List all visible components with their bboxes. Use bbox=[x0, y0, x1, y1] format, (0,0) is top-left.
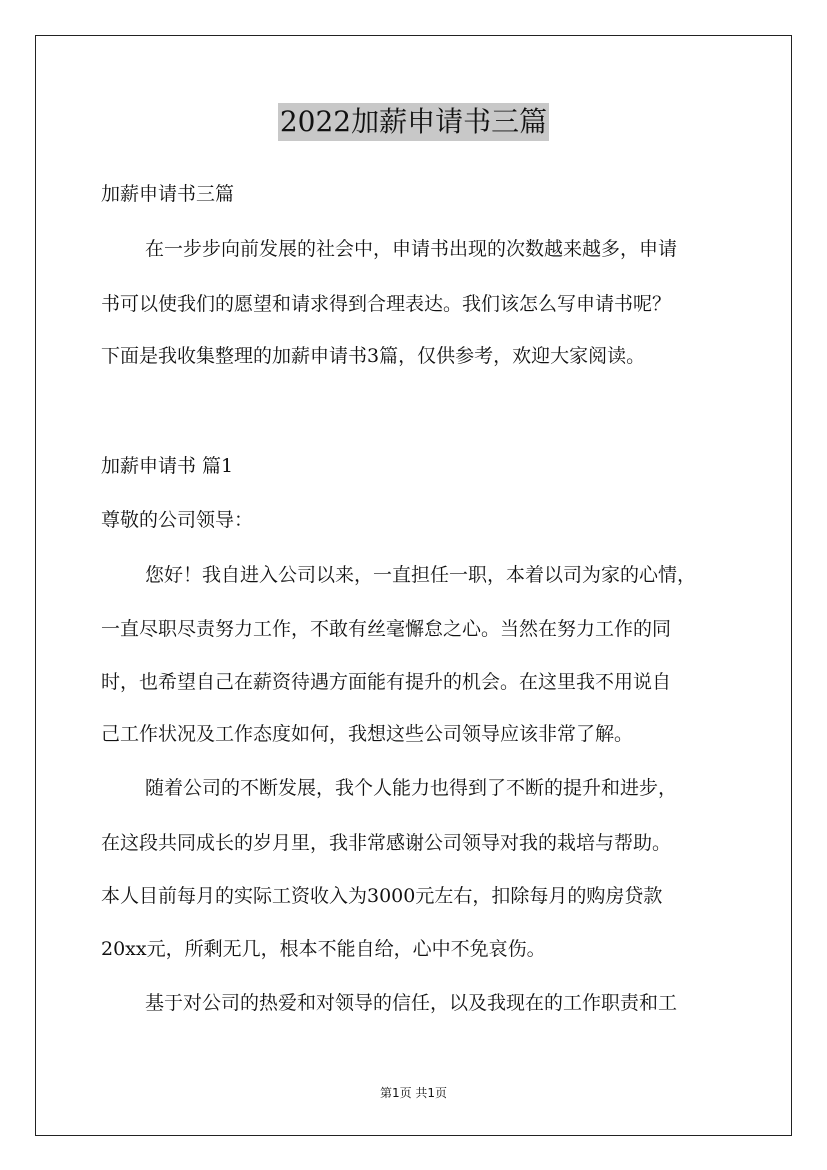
paragraph1-line-2: 一直尽职尽责努力工作，不敢有丝毫懈怠之心。当然在努力工作的同 bbox=[101, 618, 672, 640]
section-heading: 加薪申请书 篇1 bbox=[101, 455, 234, 477]
title-container bbox=[0, 103, 827, 141]
paragraph1-line-1: 您好！我自进入公司以来，一直担任一职，本着以司为家的心情， bbox=[145, 564, 697, 586]
paragraph2-line-2: 在这段共同成长的岁月里，我非常感谢公司领导对我的栽培与帮助。 bbox=[101, 832, 672, 854]
paragraph2-line-1: 随着公司的不断发展，我个人能力也得到了不断的提升和进步， bbox=[145, 777, 678, 799]
paragraph2-line-3: 本人目前每月的实际工资收入为3000元左右，扣除每月的购房贷款 bbox=[101, 885, 663, 907]
intro-line-1: 在一步步向前发展的社会中，申请书出现的次数越来越多，申请 bbox=[145, 238, 678, 260]
paragraph3-line-1: 基于对公司的热爱和对领导的信任，以及我现在的工作职责和工 bbox=[145, 992, 678, 1014]
paragraph1-line-4: 己工作状况及工作态度如何，我想这些公司领导应该非常了解。 bbox=[101, 723, 634, 745]
paragraph1-line-3: 时，也希望自己在薪资待遇方面能有提升的机会。在这里我不用说自 bbox=[101, 671, 672, 693]
paragraph2-line-4: 20xx元，所剩无几，根本不能自给，心中不免哀伤。 bbox=[101, 938, 546, 960]
document-title: 2022加薪申请书三篇 bbox=[278, 103, 549, 141]
intro-line-2: 书可以使我们的愿望和请求得到合理表达。我们该怎么写申请书呢？ bbox=[101, 293, 672, 315]
intro-line-3: 下面是我收集整理的加薪申请书3篇，仅供参考，欢迎大家阅读。 bbox=[101, 345, 646, 367]
salutation: 尊敬的公司领导： bbox=[101, 509, 254, 531]
document-subtitle: 加薪申请书三篇 bbox=[101, 183, 235, 205]
page-footer: 第1页 共1页 bbox=[379, 1086, 448, 1100]
